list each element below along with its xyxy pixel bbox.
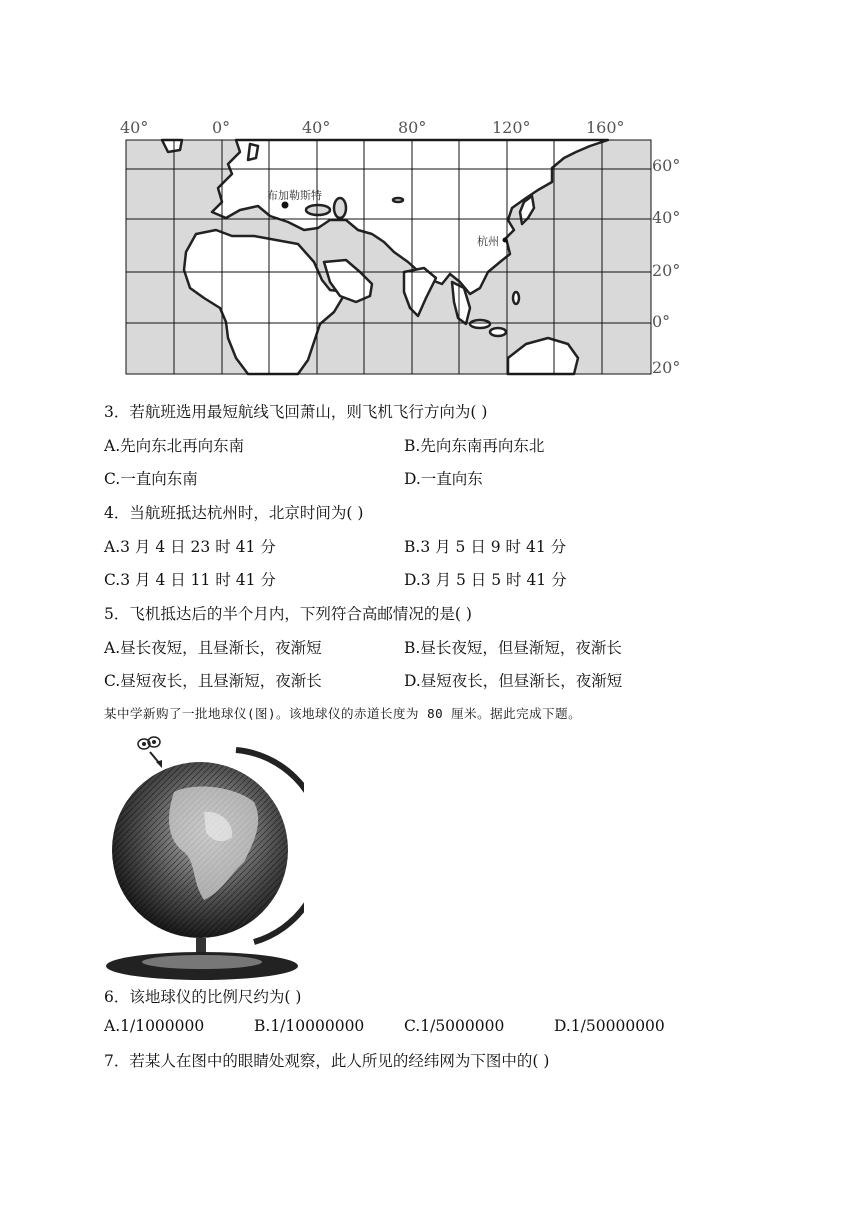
question-4-stem: 4．当航班抵达杭州时，北京时间为( ): [104, 504, 364, 522]
question-4-option-b: B.3 月 5 日 9 时 41 分: [404, 538, 567, 556]
latitude-label: 60°: [652, 156, 681, 175]
world-map: [108, 112, 708, 384]
question-3-option-b: B.先向东南再向东北: [404, 437, 545, 455]
latitude-label: 40°: [652, 208, 681, 227]
question-3-stem: 3．若航班选用最短航线飞回萧山，则飞机飞行方向为( ): [104, 403, 488, 421]
question-3-option-c: C.一直向东南: [104, 470, 198, 488]
question-7-stem: 7．若某人在图中的眼睛处观察，此人所见的经纬网为下图中的( ): [104, 1052, 550, 1070]
question-5-stem: 5．飞机抵达后的半个月内，下列符合高邮情况的是( ): [104, 605, 472, 623]
question-5-option-a: A.昼长夜短，且昼渐长，夜渐短: [104, 639, 322, 657]
latitude-label: 0°: [652, 312, 671, 331]
latitude-label: 20°: [652, 358, 681, 377]
longitude-label: 120°: [492, 118, 531, 137]
question-6-option-d: D.1/50000000: [554, 1017, 665, 1035]
question-5-option-c: C.昼短夜长，且昼渐短，夜渐长: [104, 672, 322, 690]
question-4-option-a: A.3 月 4 日 23 时 41 分: [104, 538, 276, 556]
question-4-option-c: C.3 月 4 日 11 时 41 分: [104, 571, 276, 589]
question-5-option-d: D.昼短夜长，但昼渐长，夜渐短: [404, 672, 623, 690]
longitude-label: 40°: [120, 118, 149, 137]
question-6-option-c: C.1/5000000: [404, 1017, 505, 1035]
question-3-option-a: A.先向东北再向东南: [104, 437, 245, 455]
question-3-option-d: D.一直向东: [404, 470, 483, 488]
world-map-figure: [108, 112, 708, 384]
question-4-option-d: D.3 月 5 日 5 时 41 分: [404, 571, 567, 589]
longitude-label: 160°: [586, 118, 625, 137]
globe-figure: [104, 732, 304, 980]
longitude-label: 80°: [398, 118, 427, 137]
longitude-label: 40°: [302, 118, 331, 137]
eye-icon: [138, 737, 162, 768]
question-6-stem: 6．该地球仪的比例尺约为( ): [104, 988, 302, 1006]
longitude-label: 0°: [212, 118, 231, 137]
question-6-option-b: B.1/10000000: [254, 1017, 365, 1035]
question-5-option-b: B.昼长夜短，但昼渐短，夜渐长: [404, 639, 622, 657]
hangzhou-marker: [503, 238, 508, 243]
hangzhou-label: 杭州: [477, 235, 499, 248]
globe-illustration: [104, 732, 304, 980]
question-6-option-a: A.1/1000000: [104, 1017, 205, 1035]
intro-text: 某中学新购了一批地球仪(图)。该地球仪的赤道长度为 80 厘米。据此完成下题。: [104, 706, 582, 721]
bucharest-label: 布加勒斯特: [267, 189, 322, 202]
latitude-label: 20°: [652, 261, 681, 280]
